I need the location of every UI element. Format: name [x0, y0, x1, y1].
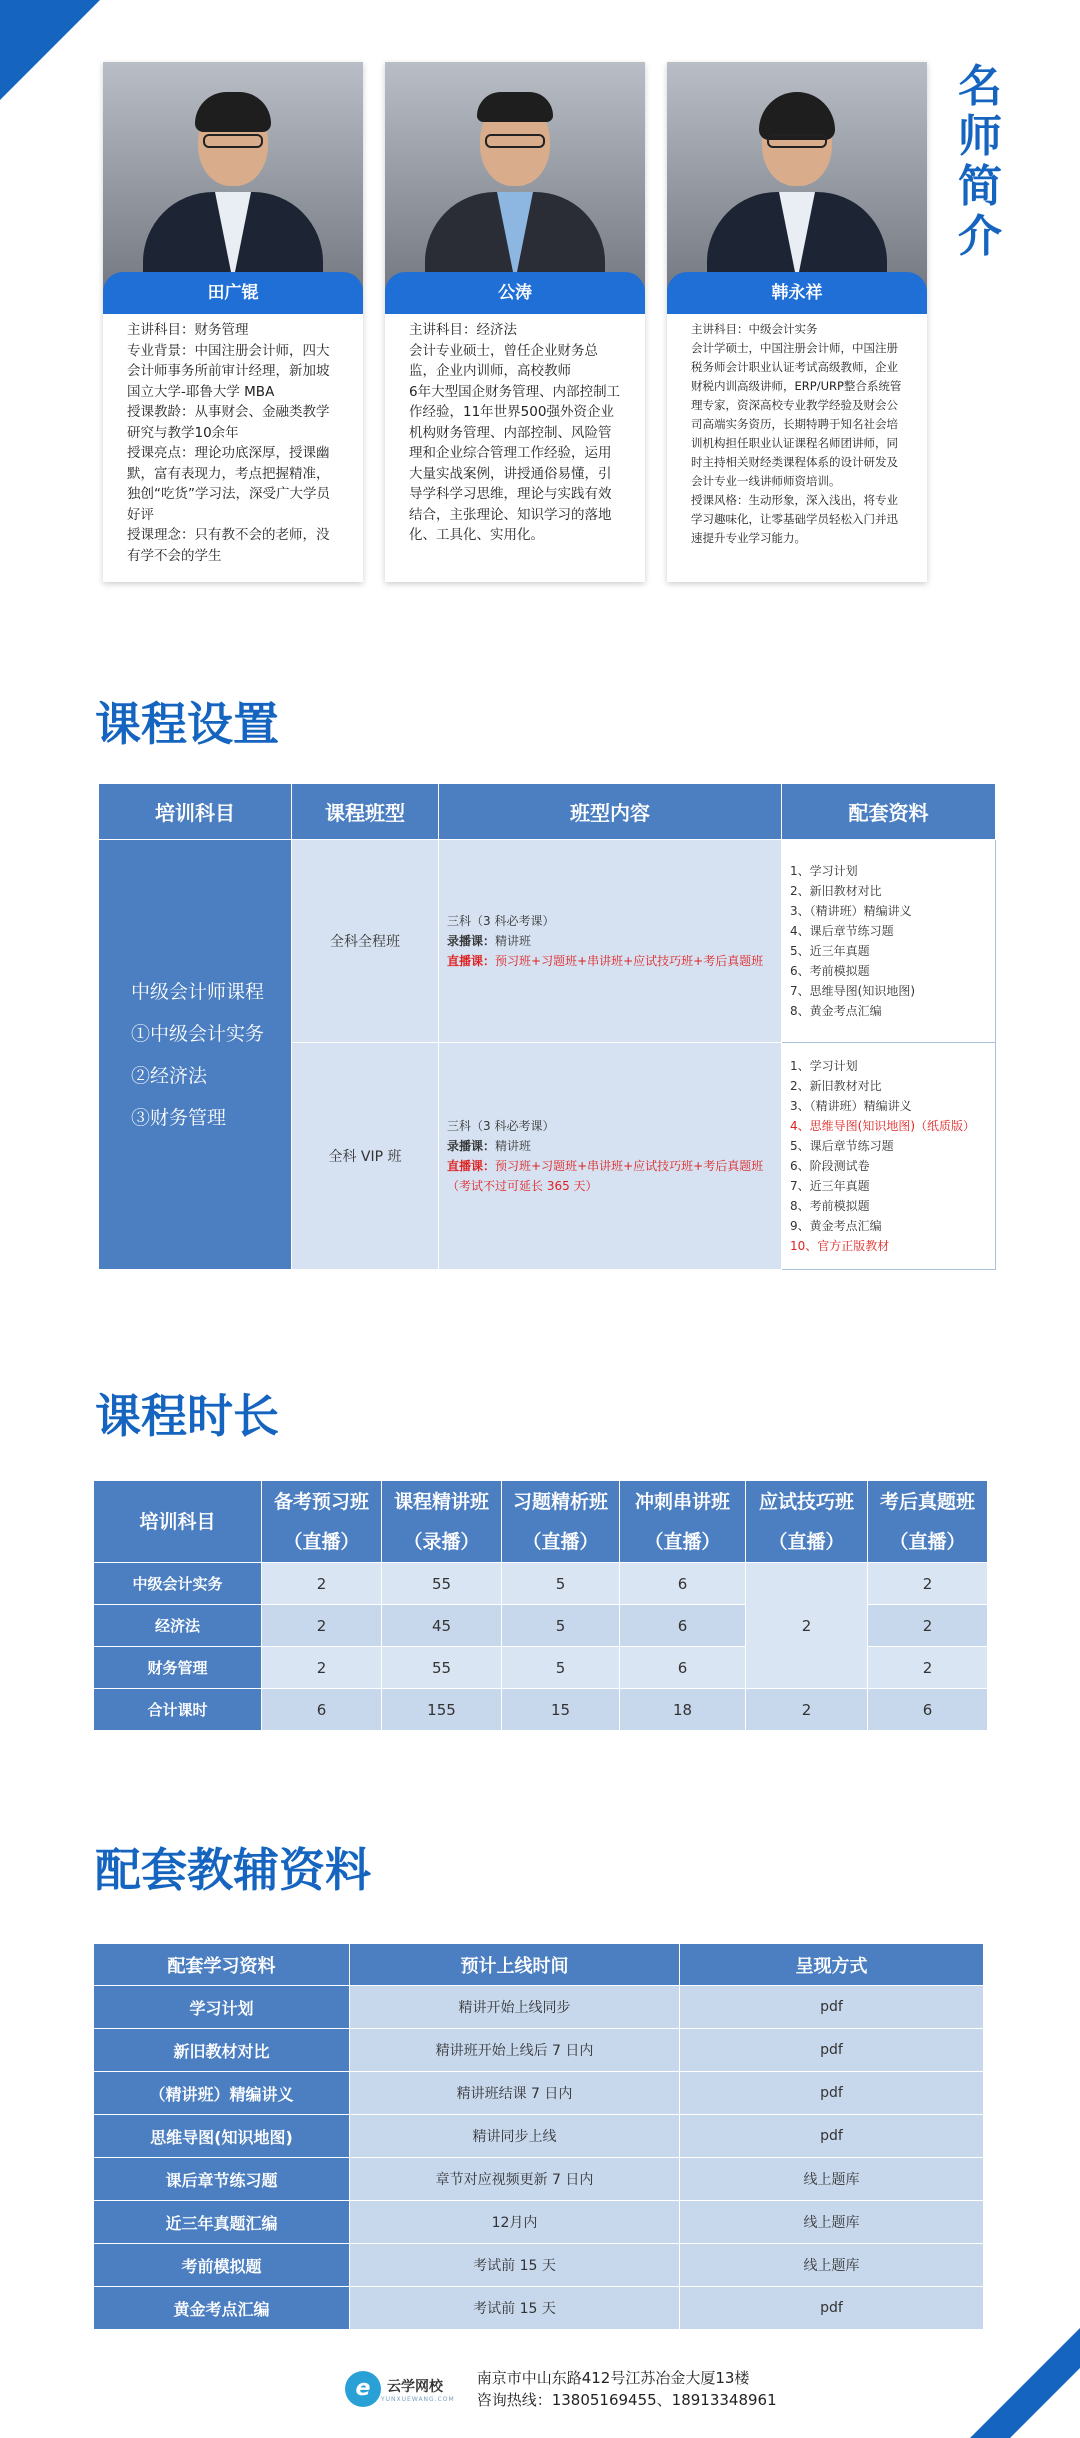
teacher-description — [667, 312, 927, 548]
material-item: 1、学习计划 — [790, 1059, 858, 1073]
row-header: 新旧教材对比 — [94, 2029, 350, 2072]
table-row — [94, 2115, 984, 2158]
logo-text: 云学网校 — [387, 2378, 443, 2395]
teacher-card — [103, 62, 363, 582]
material-item: 8、考前模拟题 — [790, 1199, 870, 1213]
logo-icon: e — [345, 2371, 381, 2407]
header-line: （直播） — [283, 1530, 360, 1553]
table-cell: 精讲同步上线 — [350, 2115, 680, 2158]
material-item: 8、黄金考点汇编 — [790, 1004, 882, 1018]
teacher-line: 授课教龄：从事财会、金融类教学研究与教学10余年 — [127, 404, 330, 441]
course-duration-table — [93, 1480, 988, 1731]
header-line: 习题精析班 — [512, 1490, 608, 1513]
table-cell: 6 — [868, 1689, 988, 1731]
table-row — [94, 2158, 984, 2201]
table-cell: 15 — [502, 1689, 620, 1731]
table-cell: 5 — [502, 1647, 620, 1689]
header-line: （录播） — [403, 1530, 480, 1553]
header-line: 考后真题班 — [879, 1490, 975, 1513]
table-header — [620, 1481, 746, 1563]
material-item: 5、近三年真题 — [790, 944, 870, 958]
table-header: 班型内容 — [439, 784, 782, 840]
header-line: 冲刺串讲班 — [634, 1490, 730, 1513]
table-header: 预计上线时间 — [350, 1944, 680, 1986]
recorded-value: 精讲班 — [495, 934, 532, 948]
live-label: 直播课： — [447, 1159, 496, 1173]
logo-subtext: YUNXUEWANG.COM — [381, 2395, 455, 2403]
table-cell: 12月内 — [350, 2201, 680, 2244]
header-line: （直播） — [768, 1530, 845, 1553]
table-cell: 55 — [382, 1647, 502, 1689]
material-item: 1、学习计划 — [790, 864, 858, 878]
material-item: 6、考前模拟题 — [790, 964, 870, 978]
row-header: 经济法 — [94, 1605, 262, 1647]
teacher-name: 公涛 — [385, 272, 645, 314]
course-content-cell — [439, 1043, 782, 1270]
table-row — [94, 2287, 984, 2330]
materials-cell — [782, 840, 996, 1043]
table-header — [502, 1481, 620, 1563]
table-cell: pdf — [680, 2029, 984, 2072]
material-item: 4、课后章节练习题 — [790, 924, 894, 938]
content-line: 三科（3 科必考课） — [447, 1119, 555, 1133]
teacher-description — [103, 312, 363, 566]
live-value: 预习班+习题班+串讲班+应试技巧班+考后真题班 — [495, 1159, 764, 1173]
table-header: 呈现方式 — [680, 1944, 984, 1986]
table-cell: 考试前 15 天 — [350, 2287, 680, 2330]
subject-line: 中级会计师课程 — [131, 980, 265, 1003]
table-cell: 55 — [382, 1563, 502, 1605]
table-header — [746, 1481, 868, 1563]
teacher-line: 6年大型国企财务管理、内部控制工作经验，11年世界500强外资企业机构财务管理、内部控制、风险管理和企业综合管理工作经验，运用大量实战案例，讲授通俗易懂，引导学科学习思维，理论与实践有效结合，主张理论、知识学习的落地化、工具化、实用化。 — [409, 383, 621, 543]
teacher-line: 主讲科目：经济法 — [409, 322, 517, 338]
table-cell: 考试前 15 天 — [350, 2244, 680, 2287]
table-row — [94, 1986, 984, 2029]
material-item: 5、课后章节练习题 — [790, 1139, 894, 1153]
footer-hotline: 咨询热线：13805169455、18913348961 — [476, 2391, 777, 2409]
content-line: 三科（3 科必考课） — [447, 914, 555, 928]
table-header — [94, 1481, 262, 1563]
table-cell: 2 — [262, 1605, 382, 1647]
teacher-card — [667, 62, 927, 582]
table-row — [94, 1563, 988, 1605]
teacher-card — [385, 62, 645, 582]
teacher-line: 主讲科目：财务管理 — [127, 322, 249, 338]
header-line: 备考预习班 — [273, 1490, 369, 1513]
course-duration-title: 课程时长 — [95, 1389, 279, 1443]
row-header: 思维导图(知识地图) — [94, 2115, 350, 2158]
row-header: 课后章节练习题 — [94, 2158, 350, 2201]
table-cell: pdf — [680, 1986, 984, 2029]
materials-cell — [782, 1043, 996, 1270]
row-header: 财务管理 — [94, 1647, 262, 1689]
table-cell: 线上题库 — [680, 2244, 984, 2287]
table-cell: 2 — [262, 1647, 382, 1689]
footer-address: 南京市中山东路412号江苏冶金大厦13楼 — [476, 2369, 750, 2387]
teacher-line: 专业背景：中国注册会计师，四大会计师事务所前审计经理，新加坡国立大学-耶鲁大学 MBA — [127, 342, 330, 400]
subject-line: ③财务管理 — [131, 1106, 227, 1129]
table-cell: 6 — [620, 1605, 746, 1647]
row-header: 学习计划 — [94, 1986, 350, 2029]
teacher-name: 田广锟 — [103, 272, 363, 314]
recorded-label: 录播课： — [447, 1139, 496, 1153]
row-header: （精讲班）精编讲义 — [94, 2072, 350, 2115]
recorded-value: 精讲班 — [495, 1139, 532, 1153]
extension-note: （考试不过可延长 365 天） — [447, 1179, 598, 1193]
table-cell: 2 — [746, 1563, 868, 1689]
header-line: （直播） — [889, 1530, 966, 1553]
teacher-line: 会计学硕士，中国注册会计师，中国注册税务师会计职业认证考试高级教师，企业财税内训高级讲师，ERP/URP整合系统管理专家，资深高校专业教学经验及财会公司高端实务资历，长期特聘于知名社会培训机构担任职业认证课程名师团讲师，同时主持相关财经类课程体系的设计研发及会计专业一线讲师师资培训。 — [691, 341, 902, 488]
row-header: 合计课时 — [94, 1689, 262, 1731]
teacher-line: 主讲科目：中级会计实务 — [691, 322, 818, 336]
row-header: 黄金考点汇编 — [94, 2287, 350, 2330]
row-header: 中级会计实务 — [94, 1563, 262, 1605]
row-header: 考前模拟题 — [94, 2244, 350, 2287]
material-item: 7、近三年真题 — [790, 1179, 870, 1193]
teacher-line: 授课风格：生动形象，深入浅出，将专业学习趣味化，让零基础学员轻松入门并迅速提升专业学习能力。 — [691, 493, 898, 545]
material-item: 3、（精讲班）精编讲义 — [790, 1099, 912, 1113]
school-logo — [345, 2371, 455, 2407]
materials-title: 配套教辅资料 — [95, 1843, 371, 1897]
row-header: 近三年真题汇编 — [94, 2201, 350, 2244]
material-item: 4、思维导图(知识地图)（纸质版） — [790, 1119, 975, 1133]
header-line: （直播） — [522, 1530, 599, 1553]
material-item: 2、新旧教材对比 — [790, 1079, 882, 1093]
teachers-title: 名师简介 — [958, 61, 1002, 262]
header-line: 应试技巧班 — [758, 1490, 854, 1513]
table-header — [382, 1481, 502, 1563]
table-row — [94, 1689, 988, 1731]
corner-decoration-bottom-right-inner — [1010, 2368, 1080, 2438]
table-cell: 2 — [868, 1605, 988, 1647]
table-header: 培训科目 — [99, 784, 292, 840]
table-cell: 45 — [382, 1605, 502, 1647]
live-value: 预习班+习题班+串讲班+应试技巧班+考后真题班 — [495, 954, 764, 968]
table-header: 课程班型 — [292, 784, 439, 840]
materials-table — [93, 1943, 984, 2330]
course-setup-title: 课程设置 — [95, 697, 279, 751]
live-label: 直播课： — [447, 954, 496, 968]
header-line: 培训科目 — [139, 1510, 216, 1533]
teacher-line: 授课理念：只有教不会的老师，没有学不会的学生 — [127, 527, 330, 564]
table-header — [868, 1481, 988, 1563]
table-cell: 5 — [502, 1605, 620, 1647]
table-row — [94, 2072, 984, 2115]
course-type-cell: 全科 VIP 班 — [292, 1043, 439, 1270]
subject-cell — [99, 840, 292, 1270]
table-cell: 精讲开始上线同步 — [350, 1986, 680, 2029]
table-cell: pdf — [680, 2115, 984, 2158]
header-line: （直播） — [644, 1530, 721, 1553]
table-cell: 线上题库 — [680, 2158, 984, 2201]
table-header: 配套资料 — [782, 784, 996, 840]
header-line: 课程精讲班 — [393, 1490, 489, 1513]
table-cell: 2 — [868, 1563, 988, 1605]
material-item: 9、黄金考点汇编 — [790, 1219, 882, 1233]
table-cell: pdf — [680, 2287, 984, 2330]
table-cell: 6 — [620, 1563, 746, 1605]
table-cell: 线上题库 — [680, 2201, 984, 2244]
table-cell: pdf — [680, 2072, 984, 2115]
table-cell: 精讲班开始上线后 7 日内 — [350, 2029, 680, 2072]
table-header: 配套学习资料 — [94, 1944, 350, 1986]
footer — [345, 2365, 777, 2413]
material-item: 10、官方正版教材 — [790, 1239, 890, 1253]
table-row — [94, 2029, 984, 2072]
corner-decoration-top-left — [0, 0, 100, 100]
subject-line: ②经济法 — [131, 1064, 208, 1087]
table-cell: 18 — [620, 1689, 746, 1731]
material-item: 3、（精讲班）精编讲义 — [790, 904, 912, 918]
material-item: 6、阶段测试卷 — [790, 1159, 870, 1173]
table-cell: 5 — [502, 1563, 620, 1605]
table-row — [94, 2244, 984, 2287]
material-item: 7、思维导图(知识地图) — [790, 984, 915, 998]
table-cell: 6 — [620, 1647, 746, 1689]
table-cell: 章节对应视频更新 7 日内 — [350, 2158, 680, 2201]
course-content-cell — [439, 840, 782, 1043]
teachers-section — [103, 62, 929, 587]
teacher-line: 授课亮点：理论功底深厚，授课幽默，富有表现力，考点把握精准，独创“吃货”学习法，深受广大学员好评 — [127, 445, 330, 523]
subject-line: ①中级会计实务 — [131, 1022, 265, 1045]
table-row — [94, 2201, 984, 2244]
table-cell: 2 — [868, 1647, 988, 1689]
table-cell: 精讲班结课 7 日内 — [350, 2072, 680, 2115]
table-cell: 6 — [262, 1689, 382, 1731]
course-setup-table — [98, 783, 996, 1270]
recorded-label: 录播课： — [447, 934, 496, 948]
course-type-cell: 全科全程班 — [292, 840, 439, 1043]
table-cell: 2 — [746, 1689, 868, 1731]
teacher-line: 会计专业硕士，曾任企业财务总监，企业内训师，高校教师 — [409, 342, 598, 379]
table-header — [262, 1481, 382, 1563]
table-cell: 155 — [382, 1689, 502, 1731]
teacher-name: 韩永祥 — [667, 272, 927, 314]
table-cell: 2 — [262, 1563, 382, 1605]
material-item: 2、新旧教材对比 — [790, 884, 882, 898]
teacher-description — [385, 312, 645, 546]
